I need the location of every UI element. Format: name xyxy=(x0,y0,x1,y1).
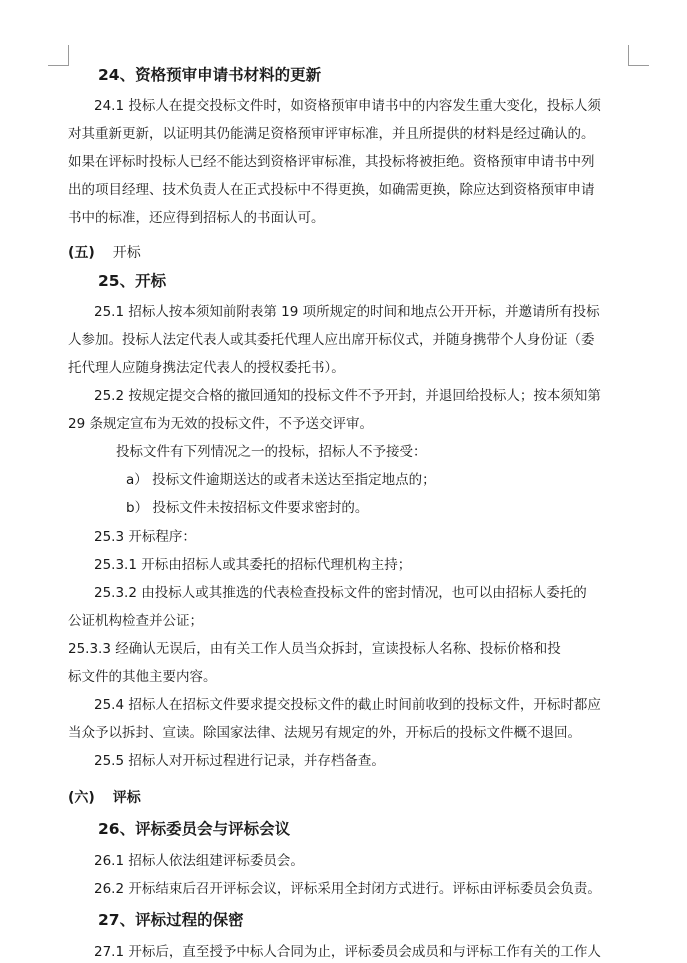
paragraph-line: 25.3.1 开标由招标人或其委托的招标代理机构主持； xyxy=(94,557,412,573)
clause-heading: 24、资格预审申请书材料的更新 xyxy=(98,66,322,84)
paragraph-line: 标文件的其他主要内容。 xyxy=(68,669,217,685)
paragraph-line: 25.3.3 经确认无误后，由有关工作人员当众拆封，宣读投标人名称、投标价格和投 xyxy=(68,641,561,657)
paragraph-line: 对其重新更新，以证明其仍能满足资格预审评审标准，并且所提供的材料是经过确认的。 xyxy=(68,126,595,142)
section-title: 评标 xyxy=(112,790,141,806)
section-title: 开标 xyxy=(112,245,141,261)
paragraph-line: b） 投标文件未按招标文件要求密封的。 xyxy=(126,500,369,516)
paragraph-line: 25.3.2 由投标人或其推选的代表检查投标文件的密封情况，也可以由招标人委托的 xyxy=(94,585,587,601)
section-heading xyxy=(68,787,141,809)
paragraph-line: 如果在评标时投标人已经不能达到资格评审标准，其投标将被拒绝。资格预审申请书中列 xyxy=(68,154,595,170)
paragraph-line: 24.1 投标人在提交投标文件时，如资格预审申请书中的内容发生重大变化，投标人须 xyxy=(94,98,601,114)
paragraph-line: 出的项目经理、技术负责人在正式投标中不得更换，如确需更换，除应达到资格预审申请 xyxy=(68,182,595,198)
paragraph-line: 25.5 招标人对开标过程进行记录，并存档备查。 xyxy=(94,753,385,769)
paragraph-line: 27.1 开标后，直至授予中标人合同为止，评标委员会成员和与评标工作有关的工作人 xyxy=(94,944,601,960)
paragraph-line: 25.3 开标程序： xyxy=(94,529,196,545)
paragraph-line: a） 投标文件逾期送达的或者未送达至指定地点的； xyxy=(126,472,436,488)
paragraph-line: 书中的标准，还应得到招标人的书面认可。 xyxy=(68,210,325,226)
clause-heading: 27、评标过程的保密 xyxy=(98,911,244,929)
paragraph-line: 25.1 招标人按本须知前附表第 19 项所规定的时间和地点公开开标，并邀请所有投标 xyxy=(94,304,600,320)
section-number: (五) xyxy=(68,245,95,261)
paragraph-line: 26.1 招标人依法组建评标委员会。 xyxy=(94,853,304,869)
paragraph-line: 人参加。投标人法定代表人或其委托代理人应出席开标仪式，并随身携带个人身份证（委 xyxy=(68,332,595,348)
paragraph-line: 当众予以拆封、宣读。除国家法律、法规另有规定的外，开标后的投标文件概不退回。 xyxy=(68,725,581,741)
paragraph-line: 公证机构检查并公证； xyxy=(68,613,203,629)
clause-heading: 26、评标委员会与评标会议 xyxy=(98,820,291,838)
section-heading xyxy=(68,242,141,264)
paragraph-line: 26.2 开标结束后召开评标会议，评标采用全封闭方式进行。评标由评标委员会负责。 xyxy=(94,881,601,897)
paragraph-line: 25.2 按规定提交合格的撤回通知的投标文件不予开封，并退回给投标人；按本须知第 xyxy=(94,388,601,404)
paragraph-line: 25.4 招标人在招标文件要求提交投标文件的截止时间前收到的投标文件，开标时都应 xyxy=(94,697,601,713)
page-corner-top-left xyxy=(48,45,69,66)
paragraph-line: 托代理人应随身携法定代表人的授权委托书）。 xyxy=(68,360,345,376)
page-corner-top-right xyxy=(628,45,649,66)
paragraph-line: 投标文件有下列情况之一的投标，招标人不予接受： xyxy=(116,444,427,460)
paragraph-line: 29 条规定宣布为无效的投标文件，不予送交评审。 xyxy=(68,416,373,432)
section-number: (六) xyxy=(68,790,95,806)
clause-heading: 25、开标 xyxy=(98,272,167,290)
